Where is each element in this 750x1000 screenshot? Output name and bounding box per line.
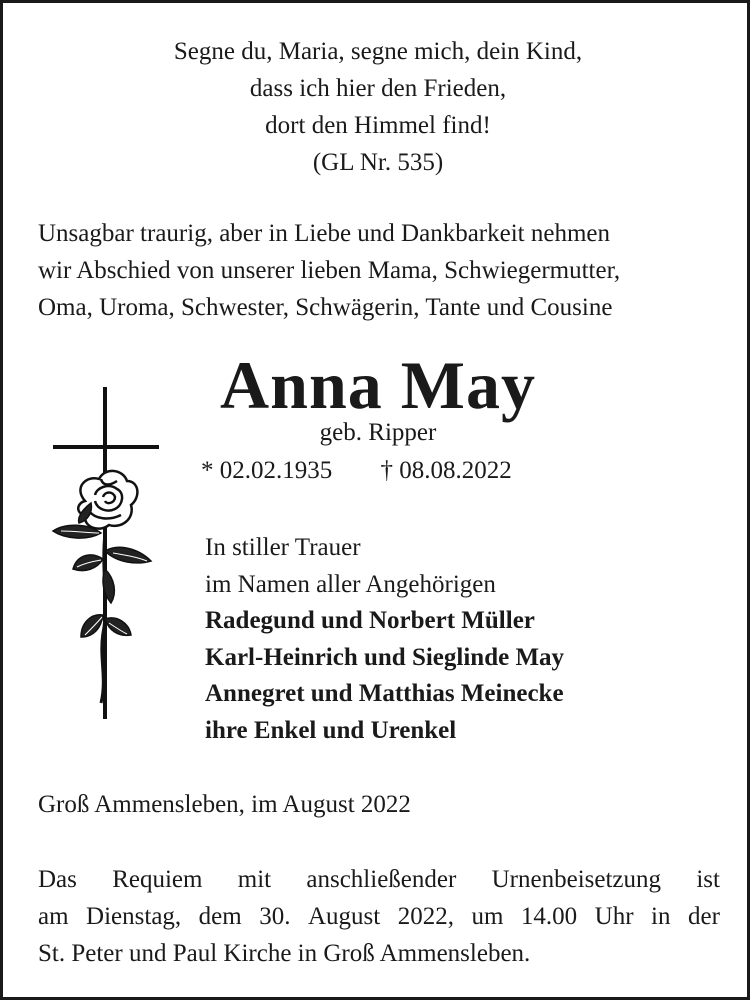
verse-line: dort den Himmel find! — [265, 112, 491, 139]
place-and-date: Groß Ammensleben, im August 2022 — [38, 791, 411, 818]
cross-with-rose-icon — [43, 383, 173, 723]
mourning-line: im Namen aller Angehörigen — [205, 570, 496, 598]
verse-line: Segne du, Maria, segne mich, dein Kind, — [173, 38, 583, 65]
farewell-line: Unsagbar traurig, aber in Liebe und Dankbarkeit nehmen — [38, 220, 611, 247]
mourner-name: Radegund und Norbert Müller — [205, 607, 535, 634]
requiem-word: August — [307, 903, 381, 930]
mourner-name: Annegret und Matthias Meinecke — [205, 680, 564, 707]
requiem-word: ist — [696, 866, 720, 893]
farewell-line: Oma, Uroma, Schwester, Schwägerin, Tante und Cousine — [38, 294, 613, 321]
requiem-word: 2022, — [397, 903, 454, 930]
hymn-verse — [3, 33, 750, 181]
requiem-line — [38, 898, 720, 935]
verse-reference: (GL Nr. 535) — [312, 149, 444, 176]
mourning-line: In stiller Trauer — [205, 534, 361, 561]
requiem-line — [38, 861, 720, 898]
verse-line: dass ich hier den Frieden, — [249, 75, 507, 102]
requiem-word: Das — [38, 866, 77, 893]
mourner-name: ihre Enkel und Urenkel — [205, 716, 457, 744]
requiem-word: dem — [198, 903, 242, 930]
requiem-word: Requiem — [112, 866, 203, 893]
mourner-name: Karl-Heinrich und Sieglinde May — [205, 643, 565, 671]
birth-name: geb. Ripper — [319, 419, 437, 446]
requiem-word: anschließender — [306, 866, 457, 893]
requiem-word: Dienstag, — [86, 903, 182, 930]
requiem-word: Uhr — [594, 903, 634, 930]
requiem-word: der — [688, 903, 720, 930]
death-date: † 08.08.2022 — [380, 457, 512, 484]
requiem-word: in — [651, 903, 671, 930]
requiem-line: St. Peter und Paul Kirche in Groß Ammensleben. — [38, 940, 531, 967]
requiem-word: um — [471, 903, 504, 930]
requiem-notice — [38, 861, 720, 972]
deceased-name: Anna May — [220, 347, 536, 423]
life-dates — [201, 453, 512, 489]
requiem-word: 14.00 — [520, 903, 578, 930]
birth-date: * 02.02.1935 — [201, 457, 333, 484]
requiem-word: 30. — [259, 903, 291, 930]
mourners-block — [205, 530, 564, 749]
requiem-word: Urnenbeisetzung — [491, 866, 662, 893]
farewell-text — [38, 215, 720, 326]
requiem-word: am — [38, 903, 69, 930]
requiem-word: mit — [237, 866, 272, 893]
farewell-line: wir Abschied von unserer lieben Mama, Schwiegermutter, — [38, 257, 621, 284]
